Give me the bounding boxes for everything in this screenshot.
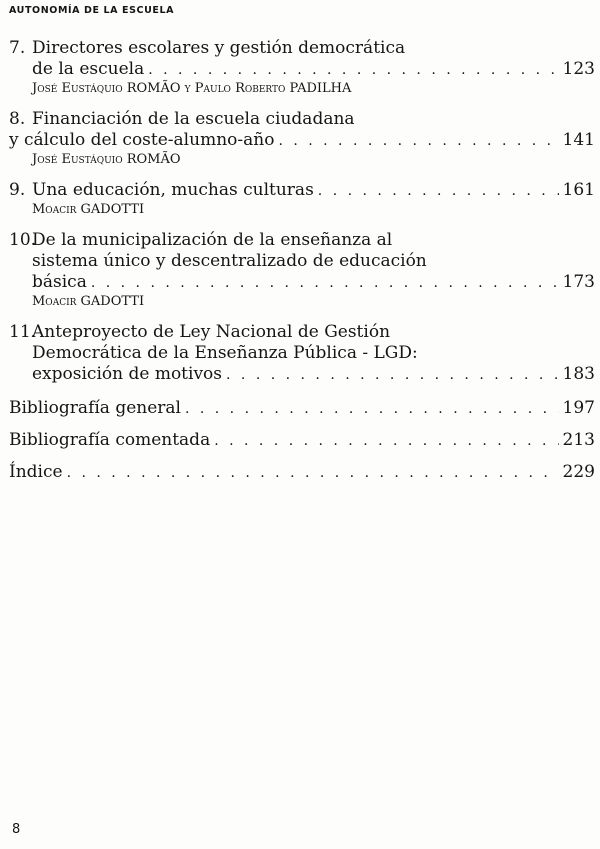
toc-entry-indice [9, 462, 595, 484]
dot-leader [214, 431, 558, 452]
chapter-title-continued: sistema único y descentralizado de educación [32, 251, 427, 271]
chapter-title: Directores escolares y gestión democrática [32, 38, 406, 58]
chapter-title-continued: y cálculo del coste-alumno-año [9, 130, 275, 150]
dot-leader [185, 399, 559, 420]
section-title: Bibliografía general [9, 398, 181, 418]
toc-line [9, 59, 595, 81]
page-number: 197 [562, 398, 595, 418]
dot-leader [318, 181, 559, 202]
chapter-author: Moacir GADOTTI [32, 202, 145, 217]
toc-line [9, 109, 595, 130]
toc-entry-bibliografia-comentada [9, 430, 595, 452]
chapter-number: 7. [9, 38, 26, 58]
running-head: AUTONOMÍA DE LA ESCUELA [9, 5, 175, 16]
chapter-title-continued: básica [32, 272, 87, 292]
toc-entry-9 [9, 180, 595, 218]
chapter-title: Anteproyecto de Ley Nacional de Gestión [32, 322, 391, 342]
dot-leader [148, 60, 558, 81]
dot-leader [278, 131, 558, 152]
chapter-number: 8. [9, 109, 26, 129]
chapter-number: 11. [9, 322, 37, 342]
toc-line [9, 322, 595, 343]
chapter-title-continued: de la escuela [32, 59, 145, 79]
dot-leader [91, 273, 559, 294]
page-number: 173 [562, 272, 595, 292]
section-title: Índice [9, 462, 63, 482]
chapter-title-continued: exposición de motivos [32, 364, 223, 384]
page-number: 141 [562, 130, 595, 150]
toc-line [9, 130, 595, 152]
chapter-title: Una educación, muchas culturas [32, 180, 314, 200]
toc-line [9, 364, 595, 386]
toc-line [9, 251, 595, 272]
toc-line [9, 343, 595, 364]
toc-entry-7 [9, 38, 595, 97]
toc-line [9, 272, 595, 294]
toc-entry-bibliografia-general [9, 398, 595, 420]
section-title: Bibliografía comentada [9, 430, 211, 450]
toc-line [9, 180, 595, 202]
dot-leader [67, 463, 559, 484]
chapter-title-continued: Democrática de la Enseñanza Pública - LGD: [32, 343, 418, 363]
chapter-author: Moacir GADOTTI [32, 294, 145, 309]
toc-line [9, 38, 595, 59]
dot-leader [226, 365, 559, 386]
chapter-author: José Eustáquio ROMÃO y Paulo Roberto PADILHA [32, 81, 352, 96]
toc-entry-11 [9, 322, 595, 386]
folio-page-number: 8 [12, 822, 21, 837]
page-number: 213 [562, 430, 595, 450]
chapter-number: 10. [9, 230, 37, 250]
page-number: 161 [562, 180, 595, 200]
chapter-title: De la municipalización de la enseñanza al [32, 230, 393, 250]
toc-entry-10 [9, 230, 595, 310]
page-number: 183 [562, 364, 595, 384]
page-number: 123 [562, 59, 595, 79]
table-of-contents [9, 38, 595, 494]
chapter-number: 9. [9, 180, 26, 200]
toc-entry-8 [9, 109, 595, 168]
page-number: 229 [562, 462, 595, 482]
toc-line [9, 230, 595, 251]
chapter-title: Financiación de la escuela ciudadana [32, 109, 355, 129]
chapter-author: José Eustáquio ROMÃO [32, 152, 181, 167]
